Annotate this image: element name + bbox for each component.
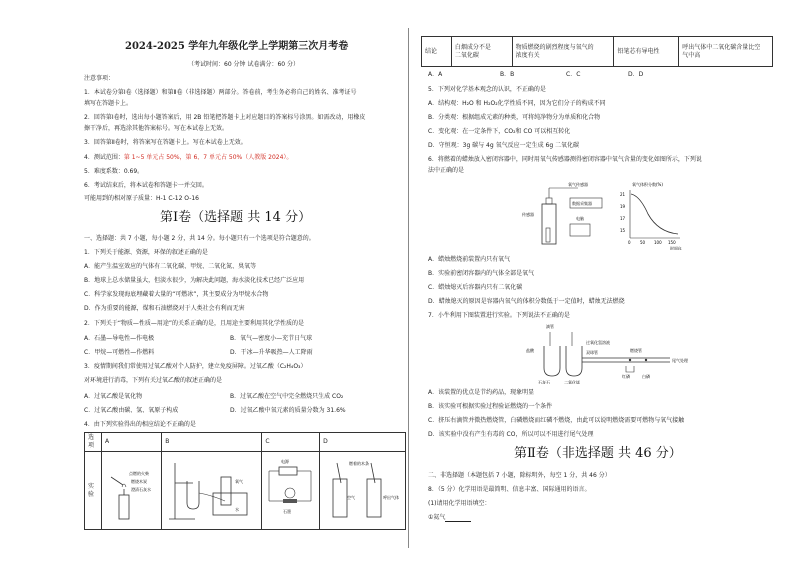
q2-option-c: C．甲烷—可燃性—作燃料	[84, 349, 155, 356]
note-4-prefix: 4．测试范围：	[84, 154, 124, 161]
hcl-label: 盐酸	[526, 348, 534, 353]
candle-label: 传感器	[522, 212, 534, 217]
red-phosphorus-label: 红磷	[622, 374, 630, 379]
conclusion-a-line2: 二氧化碳	[454, 51, 479, 59]
b-fig-label-2: 水	[235, 507, 240, 512]
q4-row-label: 实验	[85, 452, 102, 530]
a-fig-label-1: 点燃的火柴	[129, 471, 149, 476]
q7-option-c: C．挤压右滴管并微热燃烧管，白磷燃烧而红磷不燃烧，由此可以说明燃烧需要可燃物与氧气接触	[428, 417, 685, 424]
q1-option-c: C．科学家发现海底埋藏着大量的“可燃冰”，其主要成分为甲烷水合物	[84, 291, 269, 298]
y-axis-label: 氧气体积分数(%)	[632, 182, 663, 187]
dropper-label: 滴管	[546, 324, 554, 329]
q5-option-b: B．分类观：根据组成元素的种类，可将纯净物分为单质和化合物	[428, 114, 601, 121]
y-tick-17: 17	[620, 216, 626, 221]
q7-apparatus-figure	[520, 322, 720, 384]
q5-option-d: D．守恒观：3g 碳与 4g 氧气反应一定生成 6g 二氧化碳	[428, 142, 580, 149]
exam-subtitle: （考试时间：60 分钟 试卷满分：60 分）	[188, 61, 299, 68]
column-divider	[408, 28, 409, 548]
q7-option-b: B．该实验可根据实验过程验证燃烧的一个条件	[428, 403, 553, 410]
q6-option-d: D．蜡烛熄灭的原因是容器内氧气的体积分数低于一定值时，蜡烛无法燃烧	[428, 298, 625, 305]
y-tick-15: 15	[620, 228, 626, 233]
note-5: 5．难度系数：0.69。	[84, 168, 144, 175]
conclusion-b	[512, 37, 614, 67]
q6-option-b: B．实验前密闭容器内的气体全部是氧气	[428, 270, 535, 277]
section-2-title: 第Ⅱ卷（非选择题 共 46 分）	[514, 446, 682, 461]
q4-header-option: 选项	[85, 433, 102, 452]
candle-smoke-figure	[105, 453, 157, 525]
q1-option-d: D．作为重要的能源，煤和石油燃烧对于人类社会有利而无害	[84, 305, 245, 312]
y-tick-21: 21	[620, 192, 626, 197]
x-tick-50: 50	[640, 240, 646, 245]
q2-option-a: A．石墨—导电性—作电极	[84, 335, 155, 342]
conclusion-a-line1: 白烟成分不是	[454, 43, 491, 51]
q7-option-d: D．该实验中没有产生有毒的 CO，所以可以不用进行尾气处理	[428, 431, 594, 438]
c-fig-label-1: 电源	[281, 459, 290, 464]
graphite-circuit-figure	[265, 453, 315, 525]
q4-header-b: B	[162, 433, 262, 452]
q5-stem: 5．下列对化学基本观念的认识，不正确的是	[428, 86, 546, 93]
note-4-range: 第 1~5 单元占 50%，第 6、7 单元占 50%（人教版 2024）。	[123, 154, 293, 161]
x-tick-0: 0	[628, 240, 631, 245]
conclusion-a	[451, 37, 512, 67]
q6-option-c: C．蜡烛熄灭后容器内只有二氧化碳	[428, 284, 523, 291]
q8-part-1: (1)请用化学用语填空：	[428, 500, 491, 507]
double-bulb-label: 双球管	[586, 350, 598, 355]
q5-option-a: A．结构观：H₂O 和 H₂O₂化学性质不同，因为它们分子的构成不同	[428, 100, 606, 107]
q8-part-1a-label: ①氦气	[428, 514, 446, 521]
q8-part-1a	[428, 514, 471, 522]
limestone-label: 石灰石	[538, 380, 550, 384]
atomic-masses: 可能用到的相对原子质量：H-1 C-12 O-16	[84, 195, 199, 202]
q4-cell-d	[320, 452, 406, 530]
c-fig-label-2: 石墨	[283, 509, 292, 514]
q4-option-d: D．D	[628, 71, 644, 78]
q4-stem: 4．由下列实验得出的相应结论不正确的是	[84, 421, 196, 428]
q4-option-c: C．C	[566, 71, 581, 78]
q3-option-d: D．过氧乙酸中氧元素的质量分数为 31.6%	[230, 407, 346, 414]
computer-label: 电脑	[576, 216, 584, 221]
q2-stem: 2．下列关于“物质—性质—用途”的关系正确的是，且用途主要利用其化学性质的是	[84, 320, 305, 327]
q4-cell-c	[262, 452, 320, 530]
peroxide-label: 过氧化氢溶液	[586, 340, 610, 345]
gas-collection-figure	[165, 453, 257, 525]
q4-option-b: B．B	[500, 71, 515, 78]
note-4	[84, 154, 292, 162]
note-1b: 填写在答题卡上。	[84, 100, 133, 107]
q3-option-a: A．过氧乙酸是氧化物	[84, 393, 143, 400]
x-axis-label: 时间/s	[670, 246, 682, 250]
d-fig-label-1: 燃着的木条	[349, 461, 370, 466]
conclusion-c: 铅笔芯有导电性	[614, 37, 679, 67]
q4-header-c: C	[262, 433, 320, 452]
mno2-label: 二氧化锰	[564, 380, 580, 384]
conclusion-label: 结论	[422, 37, 452, 67]
part-1-intro: 一、选择题：共 7 小题，每小题 2 分，共 14 分。每小题只有一个选项是符合题意的。	[84, 235, 315, 242]
d-fig-label-3: 呼出气体	[383, 495, 400, 500]
q7-stem: 7．小牛利用下图装置进行实验。下列说法不正确的是	[428, 312, 570, 319]
q4-cell-b	[162, 452, 262, 530]
q7-option-a: A．该装置的优点是节约药品，现象明显	[428, 389, 535, 396]
q6-oxygen-sensor-figure	[520, 178, 700, 250]
sensor-label: 氧气传感器	[568, 182, 588, 187]
part-2-intro: 二、非选择题（本题包括 7 小题，除标明外，每空 1 分，共 46 分）	[428, 472, 611, 479]
note-3: 3．回答第Ⅱ卷时，将答案写在答题卡上。写在本试卷上无效。	[84, 139, 247, 146]
collector-label: 数据采集器	[572, 201, 592, 206]
x-tick-150: 150	[668, 240, 676, 245]
q2-option-d: D．干冰—升华吸热—人工降雨	[230, 349, 313, 356]
conclusion-d-line1: 呼出气体中二氧化碳含量比空	[682, 43, 761, 51]
q6-stem-b: 法中正确的是	[428, 167, 465, 174]
exam-title: 2024-2025 学年九年级化学上学期第三次月考卷	[125, 41, 349, 52]
notes-header: 注意事项：	[84, 75, 115, 82]
b-fig-label-1: 氧气	[235, 479, 244, 484]
breath-comparison-figure	[323, 453, 401, 525]
q4-conclusion-table	[421, 36, 773, 67]
q2-option-b: B．氧气—密度小—充节日气球	[230, 335, 313, 342]
white-phosphorus-label: 白磷	[642, 374, 650, 379]
q1-option-b: B．地球上总水储量虽大，但淡水很少，为解决此问题，海水淡化技术已经广泛应用	[84, 277, 305, 284]
q3-stem-a: 3．疫情期间我们常使用过氧乙酸对个人防护，建立免疫屏障。过氧乙酸（C₂H₄O₃）	[84, 363, 307, 370]
q1-stem: 1．下列关于能源、资源，环保的叙述正确的是	[84, 249, 208, 256]
q3-option-c: C．过氧乙酸由碳、氢、氧原子构成	[84, 407, 179, 414]
q5-option-c: C．变化观：在一定条件下，CO₂和 CO 可以相互转化	[428, 128, 571, 135]
q3-stem-b: 对环境进行消毒，下列有关过氧乙酸的叙述正确的是	[84, 377, 223, 384]
q8-stem: 8．（5 分）化学用语是最简明、信息丰富、国际通用的语言。	[428, 486, 591, 493]
note-2b: 擦干净后，再选涂其他答案标号。写在本试卷上无效。	[84, 125, 229, 132]
combustion-tube-label: 燃烧管	[630, 348, 642, 353]
q4-option-a: A．A	[428, 71, 443, 78]
note-2a: 2．回答第Ⅰ卷时，选出每小题答案后，用 2B 铅笔把答题卡上对应题目的答案标号涂黑。如需改动，用橡皮	[84, 114, 366, 121]
q3-option-b: B．过氧乙酸在空气中完全燃烧只生成 CO₂	[230, 393, 344, 400]
section-1-title: 第Ⅰ卷（选择题 共 14 分）	[160, 210, 312, 225]
note-6: 6．考试结束后，将本试卷和答题卡一并交回。	[84, 182, 208, 189]
conclusion-b-line2: 浓度有关	[515, 51, 540, 59]
conclusion-d	[679, 37, 773, 67]
y-tick-19: 19	[620, 204, 626, 209]
q4-cell-a	[102, 452, 162, 530]
q4-header-d: D	[320, 433, 406, 452]
conclusion-b-line1: 物质燃烧的剧烈程度与氧气的	[515, 43, 594, 51]
q6-option-a: A．蜡烛燃烧前装置内只有氧气	[428, 256, 511, 263]
q4-header-a: A	[102, 433, 162, 452]
q4-experiment-table	[84, 432, 406, 530]
note-1a: 1．本试卷分第Ⅰ卷（选择题）和第Ⅱ卷（非选择题）两部分。答卷前，考生务必将自己的姓名、准考证号	[84, 89, 357, 96]
q6-stem-a: 6．将燃着的蜡烛放入密闭容器中，同时用氧气传感器测得密闭容器中氧气含量的变化如图所示，下列说	[428, 156, 702, 163]
q1-option-a: A．能产生温室效应的气体有二氧化碳、甲烷、二氧化氮、臭氧等	[84, 263, 257, 270]
tail-gas-label: 尾气处理	[672, 358, 688, 363]
x-tick-100: 100	[654, 240, 662, 245]
a-fig-label-3: 澄清石灰水	[131, 487, 151, 492]
a-fig-label-2: 燃烧木炭	[131, 479, 147, 484]
d-fig-label-2: 空气	[347, 495, 356, 500]
answer-blank[interactable]	[445, 515, 471, 522]
conclusion-d-line2: 气中高	[682, 51, 701, 59]
